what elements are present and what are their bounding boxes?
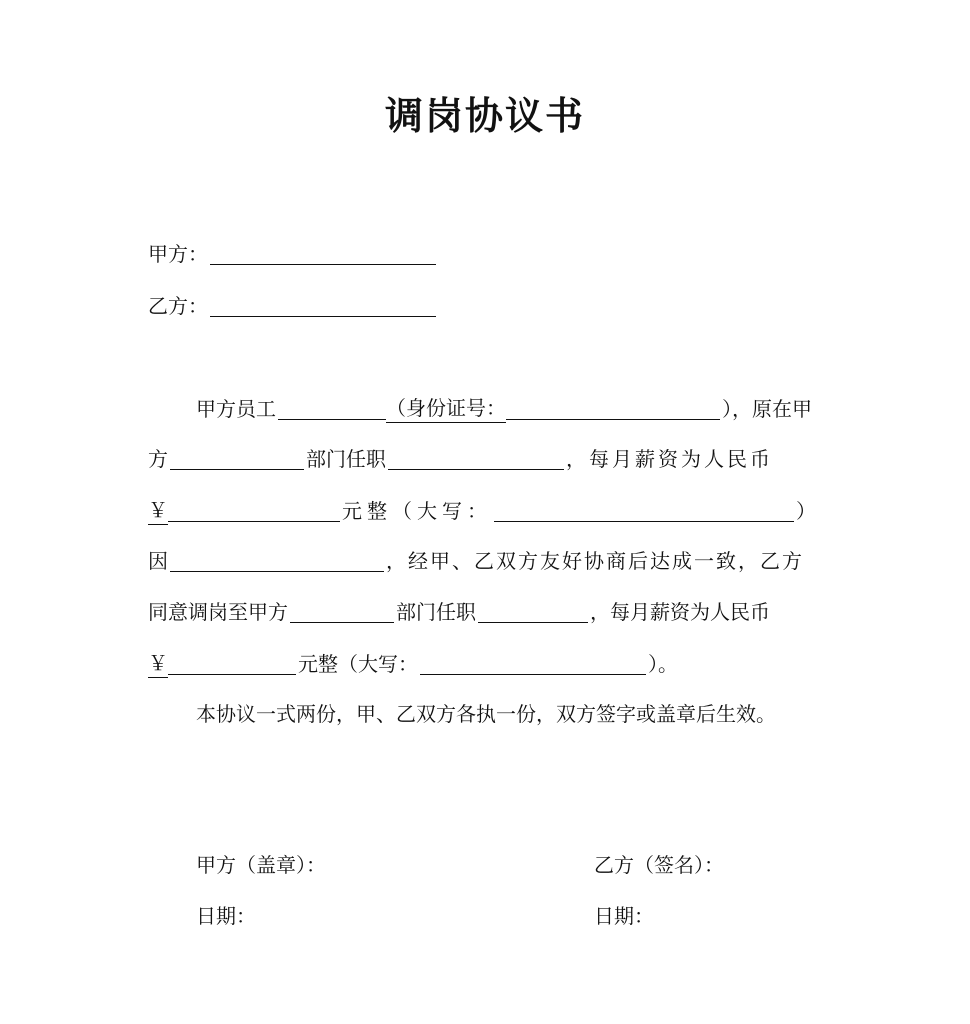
- yuan-symbol: ￥: [148, 649, 168, 678]
- party-b-field[interactable]: [210, 294, 436, 317]
- body-line-3: [148, 496, 816, 525]
- party-b-date: [594, 902, 654, 930]
- party-a-seal-label: 甲方（盖章）：: [196, 853, 326, 877]
- new-salary-field[interactable]: [168, 652, 296, 675]
- new-salary-capital-field[interactable]: [420, 652, 646, 675]
- effectiveness-clause: 本协议一式两份，甲、乙双方各执一份，双方签字或盖章后生效。: [196, 702, 776, 726]
- agreement-text: ，经甲、乙双方友好协商后达成一致，乙方: [386, 549, 804, 573]
- new-job-field[interactable]: [478, 600, 588, 623]
- party-a-line: [148, 240, 438, 268]
- party-b-sign-label: 乙方（签名）：: [594, 853, 724, 877]
- original-job-field[interactable]: [388, 447, 564, 470]
- salary-label: ，每月薪资为人民币: [566, 447, 773, 471]
- close-paren-period: ）。: [648, 652, 678, 676]
- body-line-4: [148, 547, 804, 575]
- original-salary-field[interactable]: [168, 499, 340, 522]
- party-a-seal: [196, 851, 326, 879]
- party-b-sign: [594, 851, 724, 879]
- body-line-7: [196, 700, 776, 728]
- document-title: 调岗协议书: [384, 93, 585, 138]
- party-a-field[interactable]: [210, 242, 436, 265]
- body-line-1: [196, 394, 812, 423]
- body-line-6: [148, 649, 678, 678]
- body-line-5: [148, 598, 770, 626]
- employee-label: 甲方员工: [196, 397, 276, 421]
- id-number-label: （身份证号：: [386, 394, 506, 423]
- yuan-symbol: ￥: [148, 496, 168, 525]
- party-b-line: [148, 292, 438, 320]
- new-salary-label: ，每月薪资为人民币: [590, 600, 770, 624]
- original-position-text: ），原在甲: [722, 397, 812, 421]
- party-a-label: 甲方：: [148, 242, 208, 266]
- employee-name-field[interactable]: [278, 397, 386, 420]
- close-paren: ）: [796, 499, 816, 523]
- reason-label: 因: [148, 549, 168, 573]
- transfer-label: 同意调岗至甲方: [148, 600, 288, 624]
- original-salary-capital-field[interactable]: [494, 499, 794, 522]
- new-capital-amount-label: 元整（大写：: [298, 652, 418, 676]
- party-text: 方: [148, 447, 168, 471]
- department-label: 部门任职: [306, 447, 386, 471]
- party-a-date: [196, 902, 256, 930]
- id-number-field[interactable]: [506, 397, 720, 420]
- original-department-field[interactable]: [170, 447, 304, 470]
- body-line-2: [148, 445, 773, 473]
- new-department-field[interactable]: [290, 600, 394, 623]
- new-department-label: 部门任职: [396, 600, 476, 624]
- capital-amount-label: 元整（大写：: [342, 499, 492, 523]
- party-b-date-label: 日期：: [594, 904, 654, 928]
- party-a-date-label: 日期：: [196, 904, 256, 928]
- party-b-label: 乙方：: [148, 294, 208, 318]
- reason-field[interactable]: [170, 549, 384, 572]
